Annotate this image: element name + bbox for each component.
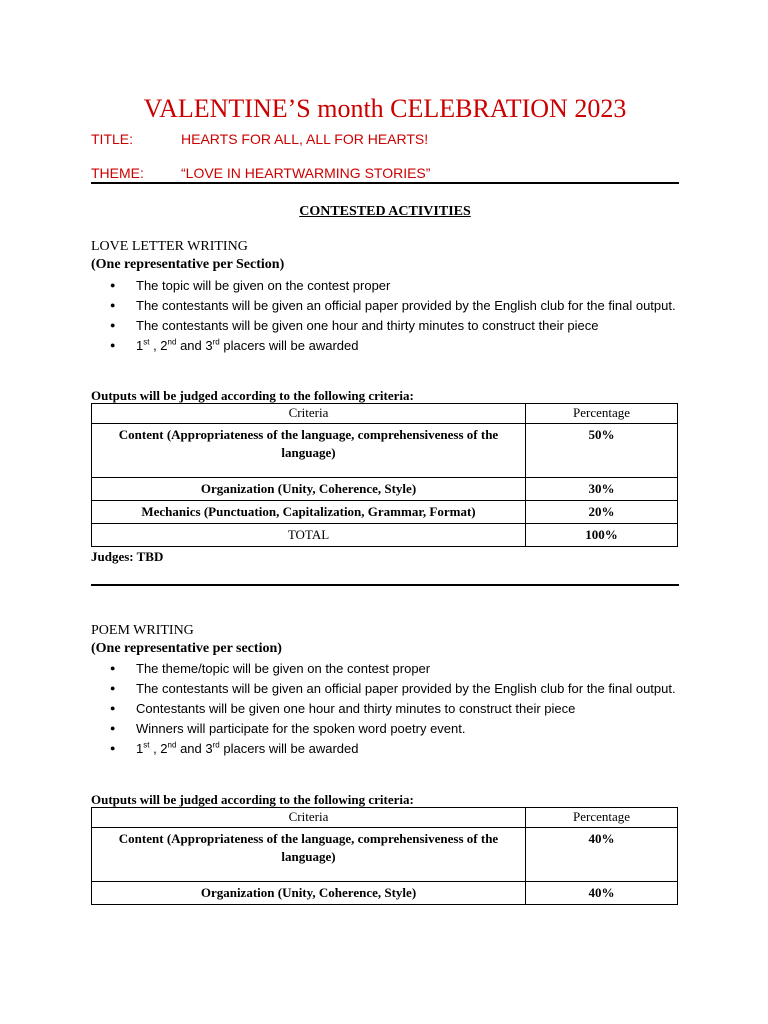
table-row	[92, 882, 678, 905]
love-letter-heading: LOVE LETTER WRITING	[91, 239, 248, 254]
table-cell: 40%	[526, 882, 678, 905]
table-cell: Organization (Unity, Coherence, Style)	[92, 478, 526, 501]
poem-sub: (One representative per section)	[91, 641, 282, 656]
table-cell: TOTAL	[92, 524, 526, 547]
table-cell: Content (Appropriateness of the language, comprehensiveness of the language)	[92, 828, 526, 882]
contested-activities-heading: CONTESTED ACTIVITIES	[299, 204, 471, 219]
divider	[91, 182, 679, 184]
table-cell: Content (Appropriateness of the language, comprehensiveness of the language)	[92, 424, 526, 478]
list-item-placers: ● 1st , 2nd and 3rd placers will be awarded	[91, 336, 679, 355]
table-header-cell: Criteria	[92, 808, 526, 828]
love-letter-bullets	[91, 276, 679, 356]
table-header-cell: Criteria	[92, 404, 526, 424]
table-cell: Mechanics (Punctuation, Capitalization, Grammar, Format)	[92, 501, 526, 524]
list-item: ● Contestants will be given one hour and thirty minutes to construct their piece	[91, 699, 679, 718]
judges-line: Judges: TBD	[91, 549, 164, 564]
table-header-cell: Percentage	[526, 404, 678, 424]
theme-key: THEME:	[91, 165, 144, 181]
table-cell: 20%	[526, 501, 678, 524]
table-row	[92, 424, 678, 478]
criteria-lead: Outputs will be judged according to the following criteria:	[91, 388, 414, 403]
table-header-row	[92, 404, 678, 424]
poem-bullets	[91, 659, 679, 759]
table-row	[92, 478, 678, 501]
table-cell: 100%	[526, 524, 678, 547]
criteria-lead: Outputs will be judged according to the following criteria:	[91, 792, 414, 807]
list-item: ● The contestants will be given one hour and thirty minutes to construct their piece	[91, 316, 679, 335]
list-item-placers: ● 1st , 2nd and 3rd placers will be awarded	[91, 739, 679, 758]
table-header-row	[92, 808, 678, 828]
divider	[91, 584, 679, 586]
list-item: ● Winners will participate for the spoken word poetry event.	[91, 719, 679, 738]
title-value: HEARTS FOR ALL, ALL FOR HEARTS!	[181, 131, 429, 147]
table-header-cell: Percentage	[526, 808, 678, 828]
list-item: ● The contestants will be given an official paper provided by the English club for the final output.	[91, 296, 679, 315]
table-cell: 40%	[526, 828, 678, 882]
criteria-table	[91, 403, 678, 547]
document-title: VALENTINE’S month CELEBRATION 2023	[143, 94, 627, 123]
table-row	[92, 524, 678, 547]
poem-heading: POEM WRITING	[91, 623, 194, 638]
list-item: ● The contestants will be given an official paper provided by the English club for the final output.	[91, 679, 679, 698]
title-key: TITLE:	[91, 131, 134, 147]
theme-value: “LOVE IN HEARTWARMING STORIES”	[181, 165, 431, 181]
table-cell: Organization (Unity, Coherence, Style)	[92, 882, 526, 905]
table-row	[92, 501, 678, 524]
criteria-table	[91, 807, 678, 905]
table-row	[92, 828, 678, 882]
list-item: ● The topic will be given on the contest proper	[91, 276, 679, 295]
list-item: ● The theme/topic will be given on the contest proper	[91, 659, 679, 678]
love-letter-sub: (One representative per Section)	[91, 257, 285, 272]
table-cell: 50%	[526, 424, 678, 478]
table-cell: 30%	[526, 478, 678, 501]
